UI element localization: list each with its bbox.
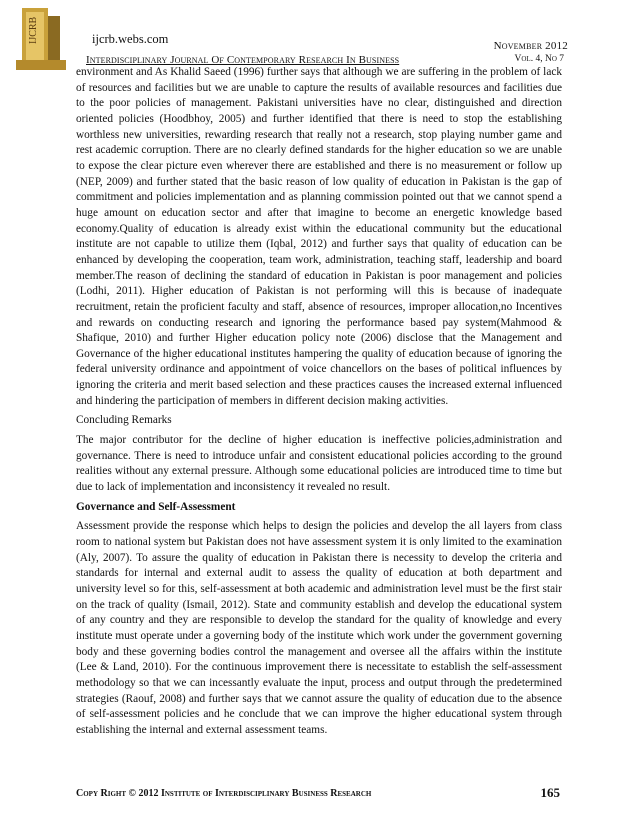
paragraph: Assessment provide the response which helps to design the policies and develop the all layers from class room to national system but Pakistan does not have assessment system it is only limited to the examination (Aly, 2007). To assure the quality of education in Pakistan there is necessity to develop the criteria and standards for internal and external audit to assess the quality of education at both department and university level so for this, self-assessment at both academic and administration level must be the first stair on the track of quality (Ismail, 2012). State and community establish and develop the educational system of any country and they are responsible to develop the standard for the quality of knowledge and every institute must operate under a governing body of the institute which work under the government governing body and these governing bodies control the management and oversee all the affairs within the institute (Lee & Land, 2010). For the continuous improvement there is necessitate to establish the self-assessment methodology so that we can incessantly evaluate the input, process and output through the predetermined strategies (Raouf, 2008) and further says that we cannot assure the quality of education due to the absence of self-assessment policies and he conclude that we can improve the higher educational system through establishing the internal and external assessment teams. [76,520,562,736]
article-body [76,65,562,743]
svg-text:IJCRB: IJCRB [28,16,39,44]
site-url: ijcrb.webs.com [92,32,169,46]
issue-date: November 2012 [493,40,568,52]
section-heading: Concluding Remarks [76,414,172,427]
paragraph: environment and As Khalid Saeed (1996) further says that although we are suffering in the problem of lack of resources and facilities but we are unable to capture the results of available resources and facilities due to the poor policies of management. Pakistani universities have no clear, distinguished and direction oriented policies (Hoodbhoy, 2005) and further identified that there is need to stop the establishing worthless new universities, rewarding research that really not a research, stop playing number game and rest academic corruption. There are no clearly defined standards for the higher education so we are unable to expose the clear picture even wherever there are established and there is no measurement or follow up (NEP, 2009) and further stated that the basic reason of low quality of education in Pakistan is the gap of commitment and policies implementation and as planning commission pointed out that we cannot spend a huge amount on education sector and after that imagine to become an energetic knowledge based economy.Quality of education is already exist within the educational community but the educational institute are not capable to utilize them (Iqbal, 2012) and further says that quality of education can be enhanced by developing the cooperation, team work, administration, teaching staff, leadership and board member.The reason of declining the standard of education in Pakistan is poor management and policies (Lodhi, 2011). Higher education of Pakistan is not performing will this is because of inadequate recruitment, retain the proficient faculty and staff, absence of resources, improper allocation,no Incentives and rewards on conducting research and ignoring the performance based pay system(Mahmood & Shafique, 2010) and further Higher education policy note (2006) disclose that the Management and Governance of the higher educational institutes hampering the quality of education because of ignoring the federal university ordinance and appointment of voice chancellors on the bases of political influences by ignoring the criteria and merit based selection and these practices causes the increased external influenced and hindering the participation of members in different decision making activities. [76,66,562,407]
copyright-notice: Copy Right © 2012 Institute of Interdisciplinary Business Research [76,788,372,799]
section-heading: Governance and Self-Assessment [76,500,236,513]
journal-title: Interdisciplinary Journal Of Contemporary Research In Business [86,54,400,66]
paragraph: The major contributor for the decline of higher education is ineffective policies,administration and governance. There is need to introduce unfair and consistent educational policies according to the ground realities without any external pressure. Although some educational policies are introduced time to time but due to lack of implementation and inconsistency it revealed no result. [76,434,562,494]
page-number: 165 [540,785,560,800]
journal-logo [14,6,72,72]
volume-number: Vol. 4, No 7 [514,54,564,64]
